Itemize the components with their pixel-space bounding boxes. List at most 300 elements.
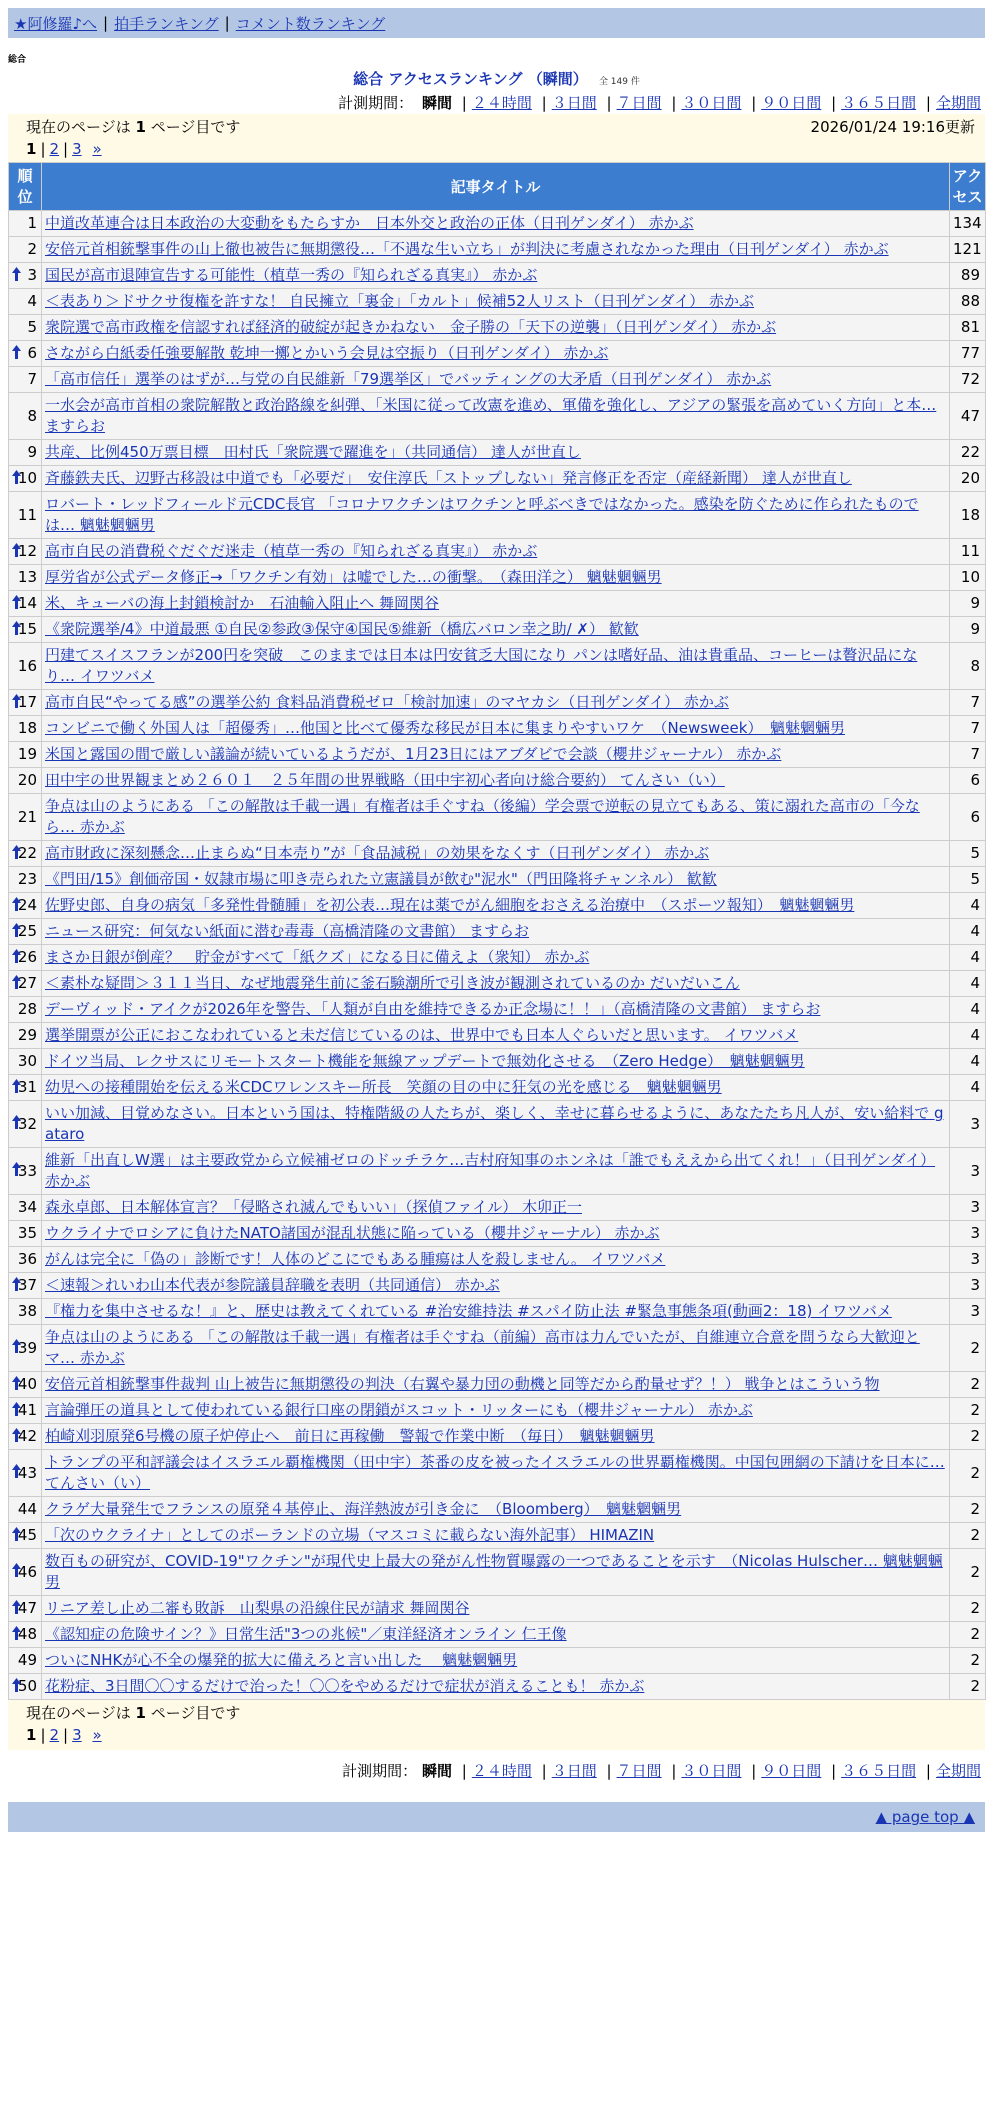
period-link-7d[interactable]: ７日間 <box>616 1762 662 1780</box>
rank-number: 49 <box>17 1651 37 1669</box>
access-count: 20 <box>950 466 986 492</box>
rank-cell <box>9 1023 42 1049</box>
period-link-3d[interactable]: ３日間 <box>551 1762 597 1780</box>
access-count: 89 <box>950 263 986 289</box>
article-link[interactable]: ついにNHKが心不全の爆発的拡大に備えろと言い出した 魑魅魍魎男 <box>45 1651 518 1669</box>
up-arrow-icon <box>12 975 21 994</box>
access-count: 2 <box>950 1549 986 1596</box>
access-count: 2 <box>950 1674 986 1700</box>
access-count: 2 <box>950 1497 986 1523</box>
title-cell <box>42 466 950 492</box>
period-link-3d[interactable]: ３日間 <box>551 94 597 112</box>
table-row <box>9 1299 986 1325</box>
rank-number: 19 <box>17 745 37 763</box>
table-row <box>9 492 986 539</box>
table-row <box>9 1523 986 1549</box>
up-arrow-icon <box>12 543 21 562</box>
rank-cell <box>9 440 42 466</box>
title-cell <box>42 1247 950 1273</box>
article-link[interactable]: 柏崎刈羽原発6号機の原子炉停止へ 前日に再稼働 警報で作業中断 （毎日） 魑魅魍魎男 <box>45 1427 655 1445</box>
article-link[interactable]: 花粉症、3日間〇〇するだけで治った！〇〇をやめるだけで症状が消えることも！ 赤かぶ <box>45 1677 645 1695</box>
header-access: アクセス <box>950 163 986 211</box>
rank-number: 37 <box>17 1276 37 1294</box>
rank-number: 4 <box>27 292 37 310</box>
rank-cell <box>9 1622 42 1648</box>
article-link[interactable]: 選挙開票が公正におこなわれていると未だ信じているのは、世界中でも日本人ぐらいだと思います。 イワツバメ <box>45 1026 799 1044</box>
article-link[interactable]: さながら白紙委任強要解散 乾坤一擲とかいう会見は空振り（日刊ゲンダイ） 赤かぶ <box>45 344 609 362</box>
rank-number: 33 <box>17 1161 37 1180</box>
access-count: 10 <box>950 565 986 591</box>
rank-cell <box>9 1299 42 1325</box>
rank-number: 1 <box>27 214 37 232</box>
table-row <box>9 1075 986 1101</box>
access-count: 4 <box>950 971 986 997</box>
rank-cell <box>9 1325 42 1372</box>
article-link[interactable]: 言論弾圧の道具として使われている銀行口座の閉鎖がスコット・リッターにも（櫻井ジャーナル） 赤かぶ <box>45 1401 753 1419</box>
title-cell <box>42 1674 950 1700</box>
access-count: 2 <box>950 1622 986 1648</box>
rank-number: 22 <box>17 844 37 862</box>
title-cell <box>42 1273 950 1299</box>
up-arrow-icon <box>12 1428 21 1447</box>
article-link[interactable]: トランプの平和評議会はイスラエル覇権機関（田中宇）茶番の皮を被ったイスラエルの世界覇権機関。中国包囲網の下請けを日本に… てんさい（い） <box>45 1453 945 1492</box>
table-row <box>9 1148 986 1195</box>
rank-cell <box>9 794 42 841</box>
rank-cell <box>9 716 42 742</box>
access-count: 4 <box>950 997 986 1023</box>
title-cell <box>42 591 950 617</box>
up-arrow-icon <box>12 1527 21 1546</box>
rank-number: 13 <box>17 568 37 586</box>
pager-link-3[interactable]: 3 <box>72 1726 82 1744</box>
access-count: 22 <box>950 440 986 466</box>
access-count: 7 <box>950 690 986 716</box>
title-cell <box>42 1450 950 1497</box>
article-link[interactable]: 中道改革連合は日本政治の大変動をもたらすか 日本外交と政治の正体（日刊ゲンダイ） 赤かぶ <box>45 214 694 232</box>
total-count: 全 149 件 <box>598 77 640 87</box>
article-link[interactable]: 《認知症の危険サイン？》日常生活"3つの兆候"／東洋経済オンライン 仁王像 <box>45 1625 567 1643</box>
rank-cell <box>9 1450 42 1497</box>
title-cell <box>42 1221 950 1247</box>
title-cell <box>42 971 950 997</box>
rank-number: 7 <box>27 370 37 388</box>
access-count: 3 <box>950 1221 986 1247</box>
rank-cell <box>9 591 42 617</box>
up-arrow-icon <box>12 470 21 489</box>
rank-cell <box>9 997 42 1023</box>
rank-cell <box>9 1148 42 1195</box>
table-row <box>9 1221 986 1247</box>
article-link[interactable]: 円建てスイスフランが200円を突破 このままでは日本は円安貧乏大国になり パンは嗜好品、油は貴重品、コーヒーは贅沢品になり… イワツバメ <box>45 646 918 685</box>
rank-number: 15 <box>17 620 37 638</box>
access-count: 77 <box>950 341 986 367</box>
rank-cell <box>9 1523 42 1549</box>
table-row <box>9 1648 986 1674</box>
updated-timestamp: 2026/01/24 19:16更新 <box>810 118 975 136</box>
rank-cell <box>9 565 42 591</box>
up-arrow-icon <box>12 694 21 713</box>
rank-cell <box>9 211 42 237</box>
rank-cell <box>9 539 42 565</box>
rank-number: 27 <box>17 974 37 992</box>
period-link-24h[interactable]: ２４時間 <box>471 1762 532 1780</box>
table-row <box>9 367 986 393</box>
access-count: 2 <box>950 1648 986 1674</box>
rank-cell <box>9 1648 42 1674</box>
title-cell <box>42 367 950 393</box>
access-count: 121 <box>950 237 986 263</box>
article-link[interactable]: 高市自民の消費税ぐだぐだ迷走（植草一秀の『知られざる真実』） 赤かぶ <box>45 542 538 560</box>
title-cell <box>42 1497 950 1523</box>
home-link[interactable]: ★阿修羅♪へ <box>14 14 98 33</box>
period-link-all[interactable]: 全期間 <box>935 94 981 112</box>
article-link[interactable]: 数百もの研究が、COVID-19"ワクチン"が現代史上最大の発がん性物質曝露の一つであることを示す （Nicolas Hulscher… 魑魅魍魎男 <box>45 1552 943 1591</box>
table-row <box>9 393 986 440</box>
period-link-365d[interactable]: ３６５日間 <box>841 1762 917 1780</box>
access-count: 9 <box>950 591 986 617</box>
bottom-bar <box>8 1802 985 1832</box>
separator: | <box>224 14 230 32</box>
article-link[interactable]: クラゲ大量発生でフランスの原発４基停止、海洋熱波が引き金に （Bloomberg） 魑魅魍魎男 <box>45 1500 682 1518</box>
access-count: 7 <box>950 742 986 768</box>
table-row <box>9 971 986 997</box>
title-cell <box>42 1195 950 1221</box>
access-count: 3 <box>950 1148 986 1195</box>
access-count: 134 <box>950 211 986 237</box>
table-row <box>9 919 986 945</box>
article-link[interactable]: ウクライナでロシアに負けたNATO諸国が混乱状態に陥っている（櫻井ジャーナル） 赤かぶ <box>45 1224 660 1242</box>
table-row <box>9 591 986 617</box>
table-row <box>9 1101 986 1148</box>
pager-link-3[interactable]: 3 <box>72 140 82 158</box>
applause-ranking-link[interactable]: 拍手ランキング <box>114 14 219 33</box>
comment-ranking-link[interactable]: コメント数ランキング <box>235 14 386 33</box>
period-link-90d[interactable]: ９０日間 <box>761 1762 822 1780</box>
rank-number: 36 <box>17 1250 37 1268</box>
rank-number: 42 <box>17 1427 37 1445</box>
rank-number: 5 <box>27 318 37 336</box>
rank-cell <box>9 1596 42 1622</box>
title-cell <box>42 1148 950 1195</box>
access-count: 4 <box>950 1075 986 1101</box>
rank-number: 2 <box>27 240 37 258</box>
table-row <box>9 466 986 492</box>
rank-number: 41 <box>17 1401 37 1419</box>
rank-cell <box>9 263 42 289</box>
article-link[interactable]: 国民が高市退陣宣告する可能性（植草一秀の『知られざる真実』） 赤かぶ <box>45 266 538 284</box>
article-link[interactable]: 維新「出直しW選」は主要政党から立候補ゼロのドッチラケ…吉村府知事のホンネは「誰でもええから出てくれ！」（日刊ゲンダイ） 赤かぶ <box>45 1151 936 1190</box>
table-row <box>9 716 986 742</box>
separator: | <box>103 14 109 32</box>
article-link[interactable]: 高市財政に深刻懸念…止まらぬ“日本売り”が「食品減税」の効果をなくす（日刊ゲンダイ） 赤かぶ <box>45 844 710 862</box>
rank-number: 26 <box>17 948 37 966</box>
rank-cell <box>9 237 42 263</box>
up-arrow-icon <box>12 1678 21 1697</box>
title-cell <box>42 716 950 742</box>
rank-cell <box>9 617 42 643</box>
pager-next-link[interactable]: » <box>92 140 102 158</box>
rank-number: 8 <box>27 406 37 425</box>
header-title: 記事タイトル <box>42 163 950 211</box>
article-link[interactable]: 安倍元首相銃撃事件の山上徹也被告に無期懲役…「不遇な生い立ち」が判決に考慮されなかった理由（日刊ゲンダイ） 赤かぶ <box>45 240 889 258</box>
up-arrow-icon <box>12 595 21 614</box>
up-arrow-icon <box>12 621 21 640</box>
up-arrow-icon <box>12 1626 21 1645</box>
access-count: 3 <box>950 1247 986 1273</box>
table-row <box>9 997 986 1023</box>
title-cell <box>42 945 950 971</box>
article-link[interactable]: がんは完全に「偽の」診断です！人体のどこにでもある腫瘍は人を殺しません。 イワツバメ <box>45 1250 666 1268</box>
table-row <box>9 1549 986 1596</box>
title-cell <box>42 1596 950 1622</box>
rank-cell <box>9 466 42 492</box>
article-link[interactable]: 幼児への接種開始を伝える米CDCワレンスキー所長 笑顔の目の中に狂気の光を感じる 魑魅魍魎男 <box>45 1078 722 1096</box>
header-rank: 順位 <box>9 163 42 211</box>
table-row <box>9 768 986 794</box>
access-count: 2 <box>950 1523 986 1549</box>
rank-cell <box>9 1101 42 1148</box>
table-row <box>9 341 986 367</box>
table-row <box>9 315 986 341</box>
article-link[interactable]: 《門田/15》創価帝国・奴隷市場に叩き売られた立憲議員が飲む"泥水"（門田隆将チャンネル） 歓歓 <box>45 870 717 888</box>
article-link[interactable]: ＜表あり＞ドサクサ復権を許すな！ 自民擁立「裏金」「カルト」候補52人リスト（日刊ゲンダイ） 赤かぶ <box>45 292 755 310</box>
article-link[interactable]: 田中宇の世界観まとめ２６０１ ２５年間の世界戦略（田中宇初心者向け総合要約） てんさい（い） <box>45 771 725 789</box>
rank-number: 43 <box>17 1463 37 1482</box>
article-link[interactable]: 厚労省が公式データ修正→「ワクチン有効」は嘘でした…の衝撃。 （森田洋之） 魑魅魍魎男 <box>45 568 662 586</box>
period-link-365d[interactable]: ３６５日間 <box>841 94 917 112</box>
title-cell <box>42 263 950 289</box>
rank-cell <box>9 341 42 367</box>
article-link[interactable]: まさか日銀が倒産？ 貯金がすべて「紙クズ」になる日に備えよ（衆知） 赤かぶ <box>45 948 590 966</box>
title-cell <box>42 393 950 440</box>
rank-cell <box>9 492 42 539</box>
table-row <box>9 1247 986 1273</box>
title-cell <box>42 997 950 1023</box>
period-selector: 計測期間： 瞬間 | ２４時間 | ３日間 | ７日間 | ３０日間 | ９０日間 | ３６５日間 | 全期間 <box>338 94 981 112</box>
access-count: 6 <box>950 768 986 794</box>
access-count: 2 <box>950 1325 986 1372</box>
rank-number: 32 <box>17 1114 37 1133</box>
table-row <box>9 893 986 919</box>
rank-cell <box>9 1221 42 1247</box>
up-arrow-icon <box>12 1115 21 1134</box>
title-cell <box>42 1049 950 1075</box>
rank-cell <box>9 1075 42 1101</box>
table-row <box>9 1372 986 1398</box>
pager-link-2[interactable]: 2 <box>49 140 60 158</box>
period-link-7d[interactable]: ７日間 <box>616 94 662 112</box>
rank-cell <box>9 367 42 393</box>
title-cell <box>42 440 950 466</box>
article-link[interactable]: 安倍元首相銃撃事件裁判 山上被告に無期懲役の判決（右翼や暴力団の動機と同等だから酌量せず？！） 戦争とはこういう物 <box>45 1375 880 1393</box>
article-link[interactable]: ＜速報＞れいわ山本代表が参院議員辞職を表明（共同通信） 赤かぶ <box>45 1276 500 1294</box>
rank-cell <box>9 1549 42 1596</box>
current-page-number: 1 <box>135 118 146 136</box>
rank-number: 39 <box>17 1338 37 1357</box>
period-link-90d[interactable]: ９０日間 <box>761 94 822 112</box>
table-row <box>9 1450 986 1497</box>
rank-cell <box>9 893 42 919</box>
article-link[interactable]: リニア差し止め二審も敗訴 山梨県の沿線住民が請求 舞岡関谷 <box>45 1599 470 1617</box>
pager-link-2[interactable]: 2 <box>49 1726 60 1744</box>
rank-number: 12 <box>17 542 37 560</box>
rank-cell <box>9 945 42 971</box>
article-link[interactable]: 佐野史郎、自身の病気「多発性骨髄腫」を初公表…現在は薬でがん細胞をおさえる治療中 （スポーツ報知） 魑魅魍魎男 <box>45 896 855 914</box>
article-link[interactable]: 一水会が高市首相の衆院解散と政治路線を糾弾、「米国に従って改憲を進め、軍備を強化し、アジアの緊張を高めていく方向」と本… ますらお <box>45 396 937 435</box>
article-link[interactable]: 斉藤鉄夫氏、辺野古移設は中道でも「必要だ」 安住淳氏「ストップしない」発言修正を否定（産経新聞） 達人が世直し <box>45 469 852 487</box>
rank-cell <box>9 315 42 341</box>
up-arrow-icon <box>12 1563 21 1582</box>
article-link[interactable]: ＜素朴な疑問＞３１１当日、なぜ地震発生前に釜石験潮所で引き波が観測されているのか だいだいこん <box>45 974 740 992</box>
table-row <box>9 617 986 643</box>
up-arrow-icon <box>12 1402 21 1421</box>
article-link[interactable]: 争点は山のようにある 「この解散は千載一遇」有権者は手ぐすね（後編）学会票で逆転の見立てもある、策に溺れた高市の「今なら… 赤かぶ <box>45 797 920 836</box>
page-info-box <box>8 114 985 162</box>
table-row <box>9 1398 986 1424</box>
up-arrow-icon <box>12 1600 21 1619</box>
up-arrow-icon <box>12 345 21 364</box>
rank-cell <box>9 867 42 893</box>
article-link[interactable]: 『権力を集中させるな！』と、歴史は教えてくれている #治安維持法 #スパイ防止法 #緊急事態条項(動画2：18) イワツバメ <box>45 1302 892 1320</box>
period-current: 瞬間 <box>421 94 452 112</box>
rank-cell <box>9 919 42 945</box>
page-info-box-bottom <box>8 1700 985 1750</box>
article-link[interactable]: 高市自民“やってる感”の選挙公約 食料品消費税ゼロ「検討加速」のマヤカシ（日刊ゲンダイ） 赤かぶ <box>45 693 729 711</box>
page-top-link[interactable]: ▲ page top ▲ <box>875 1808 975 1826</box>
title-cell <box>42 867 950 893</box>
article-link[interactable]: ニュース研究：何気ない紙面に潜む毒毒（高橋清隆の文書館） ますらお <box>45 922 530 940</box>
rank-number: 20 <box>17 771 37 789</box>
up-arrow-icon <box>12 897 21 916</box>
rank-cell <box>9 1674 42 1700</box>
title-cell <box>42 841 950 867</box>
rank-cell <box>9 1372 42 1398</box>
table-row <box>9 1596 986 1622</box>
table-row <box>9 841 986 867</box>
rank-cell <box>9 971 42 997</box>
table-row <box>9 1497 986 1523</box>
up-arrow-icon <box>12 845 21 864</box>
article-link[interactable]: 米、キューバの海上封鎖検討か 石油輸入阻止へ 舞岡関谷 <box>45 594 440 612</box>
article-link[interactable]: コンビニで働く外国人は「超優秀」…他国と比べて優秀な移民が日本に集まりやすいワケ （Newsweek） 魑魅魍魎男 <box>45 719 845 737</box>
article-link[interactable]: 共産、比例450万票目標 田村氏「衆院選で躍進を」（共同通信） 達人が世直し <box>45 443 581 461</box>
rank-number: 21 <box>17 807 37 826</box>
title-cell <box>42 315 950 341</box>
period-selector-bottom: 計測期間： 瞬間 | ２４時間 | ３日間 | ７日間 | ３０日間 | ９０日間 | ３６５日間 | 全期間 <box>342 1762 981 1780</box>
rank-number: 11 <box>17 505 37 524</box>
rank-cell <box>9 690 42 716</box>
article-link[interactable]: 「高市信任」選挙のはずが…与党の自民維新「79選挙区」でバッティングの大矛盾（日刊ゲンダイ） 赤かぶ <box>45 370 772 388</box>
article-link[interactable]: 争点は山のようにある 「この解散は千載一遇」有権者は手ぐすね（前編）高市は力んでいたが、自維連立合意を問うなら大歓迎とマ… 赤かぶ <box>45 1328 920 1367</box>
title-cell <box>42 1325 950 1372</box>
ranking-table <box>8 162 986 1700</box>
period-link-30d[interactable]: ３０日間 <box>681 1762 742 1780</box>
title-cell <box>42 919 950 945</box>
access-count: 8 <box>950 643 986 690</box>
table-row <box>9 1622 986 1648</box>
title-cell <box>42 492 950 539</box>
page-status-bottom: 現在のページは 1 ページ目です <box>26 1704 241 1722</box>
title-cell <box>42 893 950 919</box>
title-cell <box>42 794 950 841</box>
rank-cell <box>9 1273 42 1299</box>
up-arrow-icon <box>12 1162 21 1181</box>
rank-cell <box>9 1497 42 1523</box>
rank-cell <box>9 1049 42 1075</box>
page-status: 現在のページは 1 ページ目です <box>26 118 241 136</box>
pager-current: 1 <box>26 140 37 158</box>
access-count: 4 <box>950 1049 986 1075</box>
table-row <box>9 440 986 466</box>
access-count: 6 <box>950 794 986 841</box>
title-cell <box>42 211 950 237</box>
table-row <box>9 1674 986 1700</box>
up-arrow-icon <box>12 949 21 968</box>
article-link[interactable]: 衆院選で高市政権を信認すれば経済的破綻が起きかねない 金子勝の「天下の逆襲」（日刊ゲンダイ） 赤かぶ <box>45 318 777 336</box>
access-count: 3 <box>950 1299 986 1325</box>
pager-next-link[interactable]: » <box>92 1726 102 1744</box>
page-title-wrap <box>0 68 993 90</box>
rank-number: 45 <box>17 1526 37 1544</box>
article-link[interactable]: いい加減、目覚めなさい。日本という国は、特権階級の人たちが、楽しく、幸せに暮らせるように、あなたたち凡人が、安い給料で gataro <box>45 1104 944 1143</box>
access-count: 18 <box>950 492 986 539</box>
article-link[interactable]: 米国と露国の間で厳しい議論が続いているようだが、1月23日にはアブダビで会談（櫻井ジャーナル） 赤かぶ <box>45 745 782 763</box>
rank-number: 28 <box>17 1000 37 1018</box>
title-cell <box>42 1622 950 1648</box>
period-label: 計測期間： <box>338 94 414 112</box>
title-cell <box>42 1549 950 1596</box>
article-link[interactable]: 森永卓郎、日本解体宣言？「侵略され滅んでもいい」（探偵ファイル） 木卯正一 <box>45 1198 582 1216</box>
period-link-all[interactable]: 全期間 <box>935 1762 981 1780</box>
access-count: 2 <box>950 1372 986 1398</box>
title-cell <box>42 539 950 565</box>
table-row <box>9 539 986 565</box>
period-link-30d[interactable]: ３０日間 <box>681 94 742 112</box>
access-count: 2 <box>950 1398 986 1424</box>
article-link[interactable]: ドイツ当局、レクサスにリモートスタート機能を無線アップデートで無効化させる （Zero Hedge） 魑魅魍魎男 <box>45 1052 805 1070</box>
rank-number: 9 <box>27 443 37 461</box>
access-count: 5 <box>950 841 986 867</box>
article-link[interactable]: 《衆院選挙/4》中道最悪 ①自民②参政③保守④国民⑤維新（橋広バロン幸之助/ ✗） 歓歓 <box>45 620 639 638</box>
table-row <box>9 1023 986 1049</box>
rank-number: 47 <box>17 1599 37 1617</box>
table-row <box>9 1049 986 1075</box>
up-arrow-icon <box>12 1376 21 1395</box>
rank-number: 6 <box>27 344 37 362</box>
title-cell <box>42 237 950 263</box>
table-row <box>9 1424 986 1450</box>
rank-number: 50 <box>17 1677 37 1695</box>
period-link-24h[interactable]: ２４時間 <box>471 94 532 112</box>
article-link[interactable]: デーヴィッド・アイクが2026年を警告、「人類が自由を維持できるか正念場に！！」（高橋清隆の文書館） ますらお <box>45 1000 821 1018</box>
access-count: 47 <box>950 393 986 440</box>
title-cell <box>42 1424 950 1450</box>
access-count: 4 <box>950 1023 986 1049</box>
article-link[interactable]: ロバート・レッドフィールド元CDC長官 「コロナワクチンはワクチンと呼ぶべきではなかった。感染を防ぐために作られたものでは… 魑魅魍魎男 <box>45 495 919 534</box>
rank-number: 34 <box>17 1198 37 1216</box>
up-arrow-icon <box>12 923 21 942</box>
article-link[interactable]: 「次のウクライナ」としてのポーランドの立場（マスコミに載らない海外記事） HIMAZIN <box>45 1526 655 1544</box>
up-arrow-icon <box>12 1079 21 1098</box>
access-count: 2 <box>950 1596 986 1622</box>
title-cell <box>42 289 950 315</box>
title-cell <box>42 643 950 690</box>
rank-cell <box>9 1247 42 1273</box>
rank-number: 44 <box>17 1500 37 1518</box>
access-count: 72 <box>950 367 986 393</box>
page-title: 総合 アクセスランキング （瞬間） <box>353 70 588 88</box>
title-cell <box>42 617 950 643</box>
